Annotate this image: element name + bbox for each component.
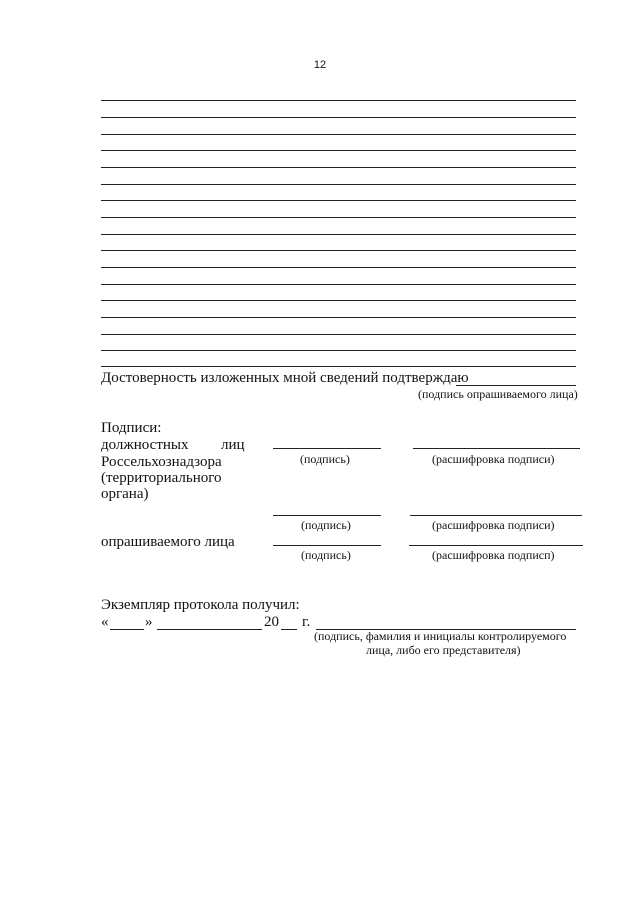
ruled-line [101,100,576,101]
receipt-year-prefix: 20 [264,614,279,630]
confirmation-caption: (подпись опрашиваемого лица) [418,387,578,401]
officials-label-3: Россельхознадзора [101,454,222,470]
ruled-line [101,250,576,251]
receipt-month-line [157,629,262,630]
respondent-label: опрашиваемого лица [101,534,235,550]
signatures-heading: Подписи: [101,420,162,436]
receipt-year-line [281,629,297,630]
officials-label-5: органа) [101,486,149,502]
ruled-line [101,184,576,185]
ruled-line [101,234,576,235]
receipt-open-quote: « [101,614,109,630]
official-signature-line-2 [273,515,381,516]
officials-label-2: лиц [221,437,245,453]
officials-label-1: должностных [101,437,189,453]
ruled-line [101,284,576,285]
receipt-year-suffix: г. [302,614,311,630]
receipt-caption-line-1: (подпись, фамилия и инициалы контролируемого [314,629,567,643]
receipt-close-quote: » [145,614,153,630]
respondent-decoding-line [409,545,583,546]
ruled-line [101,217,576,218]
ruled-line [101,134,576,135]
ruled-line [101,267,576,268]
receipt-caption-line-2: лица, либо его представителя) [366,643,521,657]
signature-caption-3: (подпись) [301,548,351,562]
confirmation-text: Достоверность изложенных мной сведений подтверждаю [101,370,469,386]
official-decoding-line-2 [410,515,582,516]
ruled-line [101,167,576,168]
ruled-line [101,300,576,301]
decoding-caption-3: (расшифровка подписп) [432,548,555,562]
official-signature-line-1 [273,448,381,449]
respondent-signature-line [273,545,381,546]
signature-caption-1: (подпись) [300,452,350,466]
receipt-day-line [110,629,144,630]
ruled-line [101,117,576,118]
ruled-line [101,366,576,367]
official-decoding-line-1 [413,448,580,449]
page-number: 12 [313,59,327,71]
confirmation-signature-line [456,385,576,386]
decoding-caption-1: (расшифровка подписи) [432,452,555,466]
ruled-line [101,150,576,151]
officials-label-4: (территориального [101,470,222,486]
receipt-heading: Экземпляр протокола получил: [101,597,300,613]
ruled-line [101,334,576,335]
signature-caption-2: (подпись) [301,518,351,532]
ruled-line [101,200,576,201]
decoding-caption-2: (расшифровка подписи) [432,518,555,532]
ruled-line [101,350,576,351]
ruled-line [101,317,576,318]
